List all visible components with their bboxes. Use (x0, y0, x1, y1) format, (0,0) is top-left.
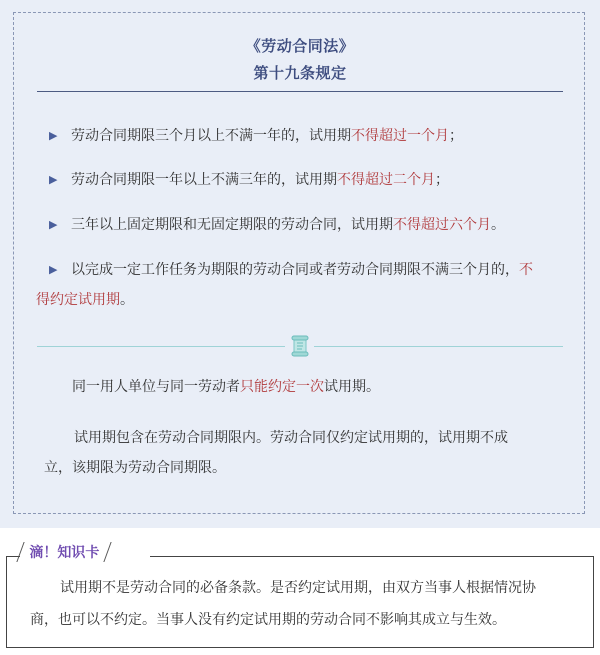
item-highlight: 不得超过六个月 (393, 217, 491, 233)
knowledge-card-line: 试用期不是劳动合同的必备条款。是否约定试用期，由双方当事人根据情况协 (60, 580, 536, 596)
triangle-right-icon: ▶ (49, 129, 58, 142)
item-tail: 。 (120, 292, 134, 308)
list-item (36, 255, 569, 315)
item-text: 三年以上固定期限和无固定期限的劳动合同，试用期 (71, 217, 393, 233)
paragraph-text: 试用期。 (324, 379, 380, 395)
section-divider-right (314, 346, 563, 347)
paragraph-line: 试用期包含在劳动合同期限内。劳动合同仅约定试用期的，试用期不成 (74, 430, 508, 446)
article-subtitle: 第十九条规定 (253, 64, 347, 82)
law-title: 《劳动合同法》 (245, 37, 355, 55)
paragraph-once (44, 372, 564, 402)
knowledge-card-title: 滴！知识卡 (29, 545, 100, 561)
paragraph-line: 立，该期限为劳动合同期限。 (44, 460, 226, 476)
item-text: 劳动合同期限一年以上不满三年的，试用期 (71, 172, 337, 188)
knowledge-card-line: 商，也可以不约定。当事人没有约定试用期的劳动合同不影响其成立与生效。 (30, 612, 506, 628)
paragraph-text: 同一用人单位与同一劳动者 (72, 379, 240, 395)
item-highlight: 不得超过二个月 (337, 172, 435, 188)
triangle-right-icon: ▶ (49, 263, 58, 276)
list-item (49, 165, 569, 195)
title-divider (37, 91, 563, 92)
scroll-icon (290, 335, 310, 357)
knowledge-card-body (30, 572, 578, 636)
paragraph-included (44, 423, 564, 483)
paragraph-highlight: 只能约定一次 (240, 379, 324, 395)
item-tail: ； (435, 172, 449, 188)
triangle-right-icon: ▶ (49, 173, 58, 186)
item-highlight: 得约定试用期 (36, 292, 120, 308)
item-highlight: 不得超过一个月 (351, 128, 449, 144)
item-text: 以完成一定工作任务为期限的劳动合同或者劳动合同期限不满三个月的， (71, 262, 519, 278)
triangle-right-icon: ▶ (49, 218, 58, 231)
item-tail: ； (449, 128, 463, 144)
knowledge-card-label (20, 540, 109, 564)
section-divider-left (37, 346, 285, 347)
item-text: 劳动合同期限三个月以上不满一年的，试用期 (71, 128, 351, 144)
item-tail: 。 (491, 217, 505, 233)
item-highlight: 不 (519, 262, 533, 278)
list-item (49, 121, 569, 151)
list-item (49, 210, 569, 240)
